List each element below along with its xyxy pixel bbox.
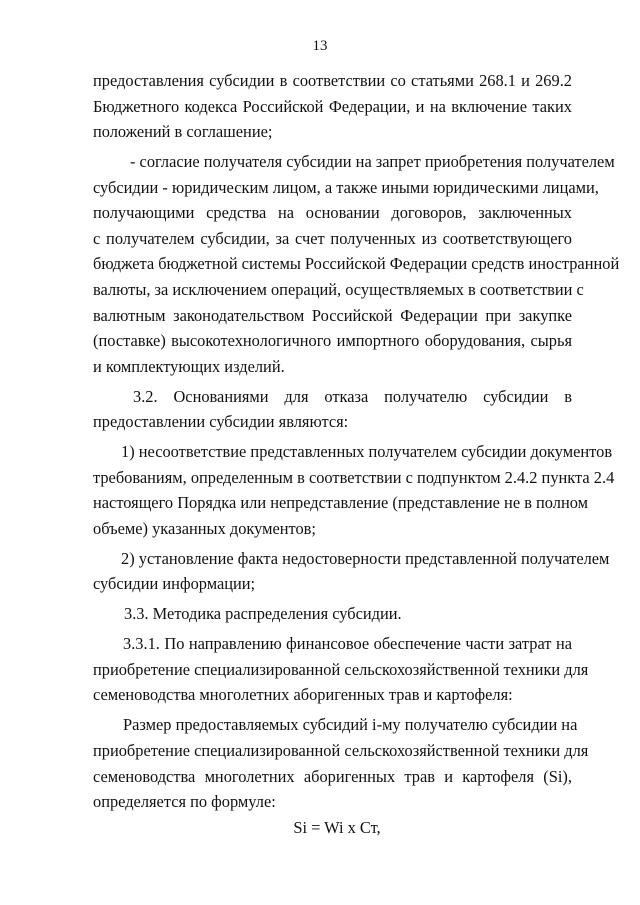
text-line: 3.3.1. По направлению финансовое обеспечение части затрат на bbox=[123, 634, 572, 654]
text-line: 2) установление факта недостоверности представленной получателем bbox=[121, 548, 610, 568]
text-line: 3.2. Основаниями для отказа получателю субсидии в bbox=[133, 386, 572, 406]
text-line: предоставлении субсидии являются: bbox=[93, 412, 349, 432]
text-line: и комплектующих изделий. bbox=[93, 356, 285, 376]
text-line: субсидии информации; bbox=[93, 574, 256, 594]
text-line: бюджета бюджетной системы Российской Федерации средств иностранной bbox=[93, 254, 620, 274]
text-line: Размер предоставляемых субсидий i-му получателю субсидии на bbox=[123, 715, 578, 735]
text-line: определяется по формуле: bbox=[93, 792, 276, 812]
text-line: приобретение специализированной сельскохозяйственной техники для bbox=[93, 740, 589, 760]
text-line: получающими средства на основании договоров, заключенных bbox=[93, 203, 572, 223]
text-line: валютным законодательством Российской Федерации при закупке bbox=[93, 305, 572, 325]
text-line: субсидии - юридическим лицом, а также иными юридическими лицами, bbox=[93, 177, 599, 197]
text-line: семеноводства многолетних аборигенных трав и картофеля: bbox=[93, 685, 513, 705]
text-line: настоящего Порядка или непредставление (представление не в полном bbox=[93, 493, 588, 513]
text-line: - согласие получателя субсидии на запрет приобретения получателем bbox=[130, 152, 615, 172]
body-text bbox=[93, 68, 620, 815]
page-number: 13 bbox=[312, 38, 328, 54]
text-line: 1) несоответствие представленных получателем субсидии документов bbox=[121, 442, 613, 462]
text-line: с получателем субсидии, за счет полученных из соответствующего bbox=[93, 228, 572, 248]
text-line: положений в соглашение; bbox=[93, 122, 273, 142]
text-line: 3.3. Методика распределения субсидии. bbox=[124, 604, 402, 624]
text-line: предоставления субсидии в соответствии со статьями 268.1 и 269.2 bbox=[93, 71, 572, 90]
text-line: семеноводства многолетних аборигенных трав и картофеля (Si), bbox=[93, 766, 572, 786]
text-line: валюты, за исключением операций, осуществляемых в соответствии с bbox=[93, 280, 584, 300]
text-line: Бюджетного кодекса Российской Федерации, и на включение таких bbox=[93, 96, 572, 116]
formula: Si = Wi x Ст, bbox=[293, 818, 381, 837]
text-line: объеме) указанных документов; bbox=[93, 518, 316, 538]
text-line: требованиям, определенным в соответствии с подпунктом 2.4.2 пункта 2.4 bbox=[93, 467, 615, 487]
text-line: (поставке) высокотехнологичного импортного оборудования, сырья bbox=[93, 331, 572, 351]
text-line: приобретение специализированной сельскохозяйственной техники для bbox=[93, 659, 589, 679]
